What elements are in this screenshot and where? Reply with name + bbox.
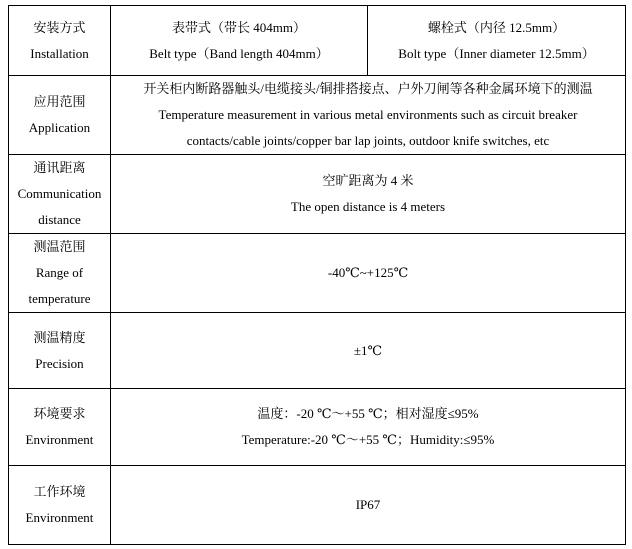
- communication-value-cell: [111, 155, 626, 234]
- precision-label-cell: [9, 313, 111, 389]
- working-environment-value: IP67: [355, 497, 381, 512]
- working-environment-label-cell: [9, 466, 111, 545]
- application-value-en-1: Temperature measurement in various metal environments such as circuit breaker: [158, 107, 578, 122]
- range-value: -40℃~+125℃: [327, 265, 409, 280]
- environment-label-cn: 环境要求: [33, 406, 86, 421]
- precision-value: ±1℃: [353, 342, 383, 358]
- range-value-cell: [111, 234, 626, 313]
- communication-label-cn: 通讯距离: [33, 160, 86, 175]
- range-label-en-1: Range of: [35, 265, 84, 280]
- communication-label-cell: [9, 155, 111, 234]
- row-application: [9, 76, 626, 155]
- application-label-cn: 应用范围: [33, 94, 86, 109]
- communication-value-cn: 空旷距离为 4 米: [322, 173, 414, 188]
- range-label-cell: [9, 234, 111, 313]
- bolt-type-cn: 螺栓式（内径 12.5mm）: [427, 19, 566, 35]
- environment-value-cn: 温度：-20 ℃～+55 ℃；相对湿度≤95%: [257, 406, 479, 421]
- range-label-en-2: temperature: [28, 291, 91, 306]
- precision-value-cell: [111, 313, 626, 389]
- belt-type-en: Belt type（Band length 404mm）: [149, 45, 329, 61]
- working-environment-label-en: Environment: [25, 510, 94, 525]
- spec-table: [8, 5, 626, 545]
- communication-label-en-1: Communication: [17, 186, 102, 201]
- row-working-environment: [9, 466, 626, 545]
- application-value-en-2: contacts/cable joints/copper bar lap joints, outdoor knife switches, etc: [186, 133, 550, 148]
- environment-label-cell: [9, 389, 111, 466]
- installation-label-cell: [9, 6, 111, 76]
- environment-value-cell: [111, 389, 626, 466]
- communication-value-en: The open distance is 4 meters: [290, 199, 446, 214]
- bolt-type-en: Bolt type（Inner diameter 12.5mm）: [398, 45, 595, 61]
- row-installation: [9, 6, 626, 76]
- precision-label-en: Precision: [35, 355, 84, 371]
- bolt-type-cell: [368, 6, 626, 76]
- belt-type-cell: [111, 6, 368, 76]
- application-value-cn: 开关柜内断路器触头/电缆接头/铜排搭接点、户外刀闸等各种金属环境下的测温: [143, 81, 593, 96]
- application-label-cell: [9, 76, 111, 155]
- row-precision: [9, 313, 626, 389]
- environment-value-en: Temperature:-20 ℃～+55 ℃；Humidity:≤95%: [241, 432, 495, 447]
- installation-label-cn: 安装方式: [33, 19, 86, 35]
- belt-type-cn: 表带式（带长 404mm）: [172, 19, 306, 35]
- range-label-cn: 测温范围: [33, 239, 86, 254]
- installation-label-en: Installation: [30, 45, 89, 61]
- application-value-cell: [111, 76, 626, 155]
- working-environment-value-cell: [111, 466, 626, 545]
- communication-label-en-2: distance: [38, 212, 81, 227]
- working-environment-label-cn: 工作环境: [33, 484, 86, 499]
- row-communication: [9, 155, 626, 234]
- precision-label-cn: 测温精度: [33, 329, 86, 345]
- row-environment: [9, 389, 626, 466]
- environment-label-en: Environment: [25, 432, 94, 447]
- application-label-en: Application: [28, 120, 91, 135]
- row-range: [9, 234, 626, 313]
